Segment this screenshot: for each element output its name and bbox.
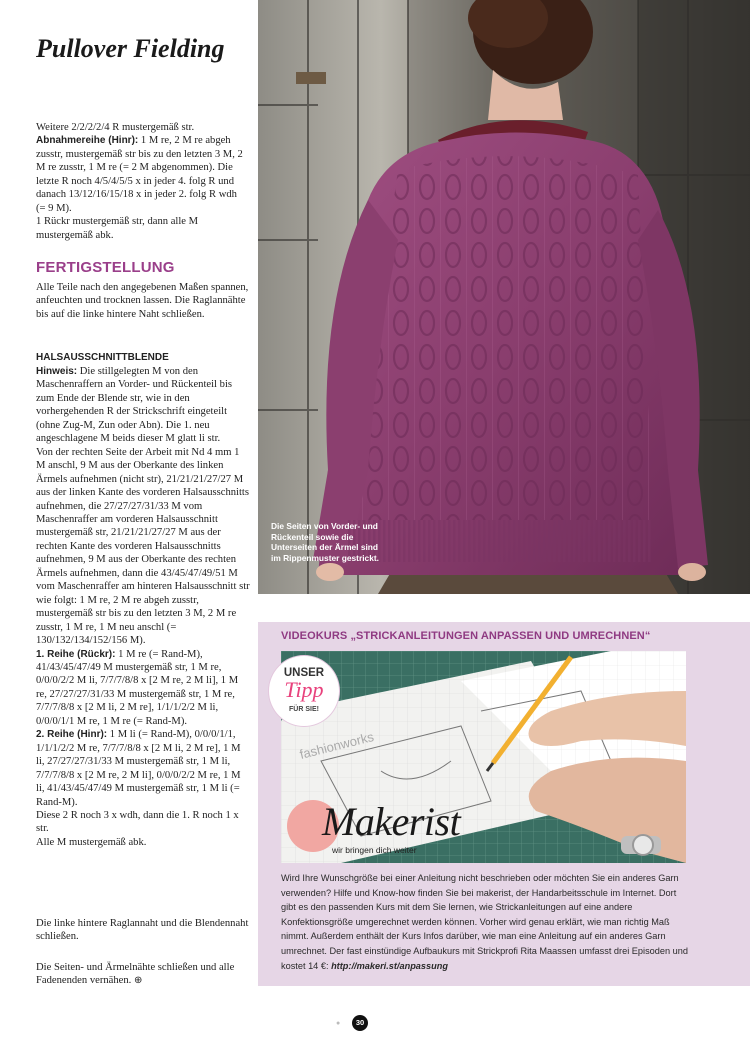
photo-caption: Die Seiten von Vorder- und Rückenteil sowie die Unterseiten der Ärmel sind im Rippenmuster gestrickt. <box>271 521 379 563</box>
tipp-badge-line1: UNSER <box>283 667 325 679</box>
svg-text:fashionworks: fashionworks <box>298 729 376 762</box>
sweater-photo-illustration <box>258 0 750 594</box>
tipp-badge-line3: FÜR SIE! <box>289 706 319 713</box>
section-heading-fertigstellung: FERTIGSTELLUNG <box>36 259 175 276</box>
makerist-link[interactable]: http://makeri.st/anpassung <box>331 960 448 971</box>
subheading-neckband: HALSAUSSCHNITTBLENDE <box>36 352 169 363</box>
neckband-instructions: Hinweis: Die stillgelegten M von den Maschenraffern an Vorder- und Rückenteil bis zum Ende der Blende str, wie in den vorhergehenden R der Strickschrift eingeteilt (ohne Zug-M, Zun oder Abn). Die 1. neu angeschlagene M beids dieser M glatt li str. Von der rechten Seite der Arbeit mit Nd 4 mm 1 M anschl, 9 M aus der Oberkante des linken Ärmels aufnehmen (nicht str), 21/21/21/27/27 M aus der linken Kante des vorderen Halsausschnitts aufnehmen, die 27/27/27/31/33 M vom Maschenraffer am vorderen Halsausschnitt mustergemäß str, 21/21/21/27/27 M aus der rechten Kante des vorderen Halsausschnitts aufnehmen, 9 M aus der Oberkante des rechten Ärmels aufnehmen, dann die 43/45/47/49/51 M vom Maschenraffer am hinteren Halsausschnitt str wie folgt: 1 M re, 2 M re abgeh zusstr, mustergemäß str bis zu den letzten 3 M, 2 M re zusstr, 1 M re, 1 M neu anschl (= 130/132/134/152/156 M). 1. Reihe (Rückr): 1 M re (= Rand-M), 41/43/45/47/49 M mustergemäß str, 1 M re, 0/0/0/2/2 M li, 7/7/7/8/8 x [2 M re, 2 M li], 1 M re, 27/27/27/31/33 M mustergemäß str, 1 M re, 7/7/7/8/8 x [2 M li, 2 M re], 1/1/1/2/2 M li, 0/0/0/1/1 M re, 1 M re (= Rand-M). 2. Reihe (Hinr): 1 M li (= Rand-M), 0/0/0/1/1, 1/1/1/2/2 M re, 7/7/7/8/8 x [2 M li, 2 M re], 1 M li, 27/27/27/31/33 M mustergemäß str, 1 M li, 7/7/7/8/8 x [2 M re, 2 M li], 0/0/0/2/2 M re, 1 M li, 41/43/45/47/49 M mustergemäß str, 1 M li (= Rand-M). Diese 2 R noch 3 x wdh, dann die 1. R noch 1 x str. Alle M mustergemäß abk. <box>36 366 250 848</box>
page-number: 30 <box>352 1015 368 1031</box>
video-course-title: VIDEOKURS „STRICKANLEITUNGEN ANPASSEN UND UMRECHNEN“ <box>281 630 651 642</box>
instructions-paragraph-1: Weitere 2/2/2/2/4 R mustergemäß str. Abnahmereihe (Hinr): 1 M re, 2 M re abgeh zusstr, mustergemäß str bis zu den letzten 3 M, 2 M re zusstr, 1 M re (= 2 M abgenommen). Die letzte R noch 4/5/4/5/5 x in jeder 4. folg R und danach 13/12/16/15/18 x in jeder 2. folg R wdh (= 9 M). 1 Rückr mustergemäß str, dann alle M mustergemäß abk. <box>36 122 243 241</box>
tipp-badge-line2: Tipp <box>284 677 324 702</box>
finishing-paragraph: Alle Teile nach den angegebenen Maßen spannen, anfeuchten und trocknen lassen. Die Raglannähte bis auf die linke hintere Naht schließen. <box>36 282 249 320</box>
sweater-photo <box>258 0 750 594</box>
seam-paragraph: Die linke hintere Raglannaht und die Blendennaht schließen. <box>36 918 249 943</box>
makerist-logo: Makerist <box>322 799 461 844</box>
final-paragraph: Die Seiten- und Ärmelnähte schließen und alle Fadenenden vernähen. ⊕ <box>36 962 235 987</box>
end-mark-icon: ⊕ <box>133 975 143 987</box>
tipp-badge <box>269 656 339 726</box>
page-dot-icon: ● <box>336 1020 341 1027</box>
makerist-tagline: wir bringen dich weiter <box>332 845 417 855</box>
page-title: Pullover Fielding <box>36 34 225 63</box>
video-course-description: Wird Ihre Wunschgröße bei einer Anleitung nicht beschrieben oder möchten Sie ein anderes Garn verwenden? Hilfe und Know-how finden Sie bei makerist, der Handarbeitsschule im Internet. Dort gibt es den passenden Kurs mit dem Sie lernen, wie Strickanleitungen auf eine andere Konfektionsgröße umgerechnet werden können. Vorher wird genau erklärt, wie man richtig Maß nimmt. Außerdem enthält der Kurs Infos darüber, wie man eine Anleitung auf ein anderes Garn umrechnet. Der fast einstündige Aufbaukurs mit Strickprofi Rita Maassen umfasst drei Episoden und kostet 14 €: http://makeri.st/anpassung <box>281 873 688 971</box>
